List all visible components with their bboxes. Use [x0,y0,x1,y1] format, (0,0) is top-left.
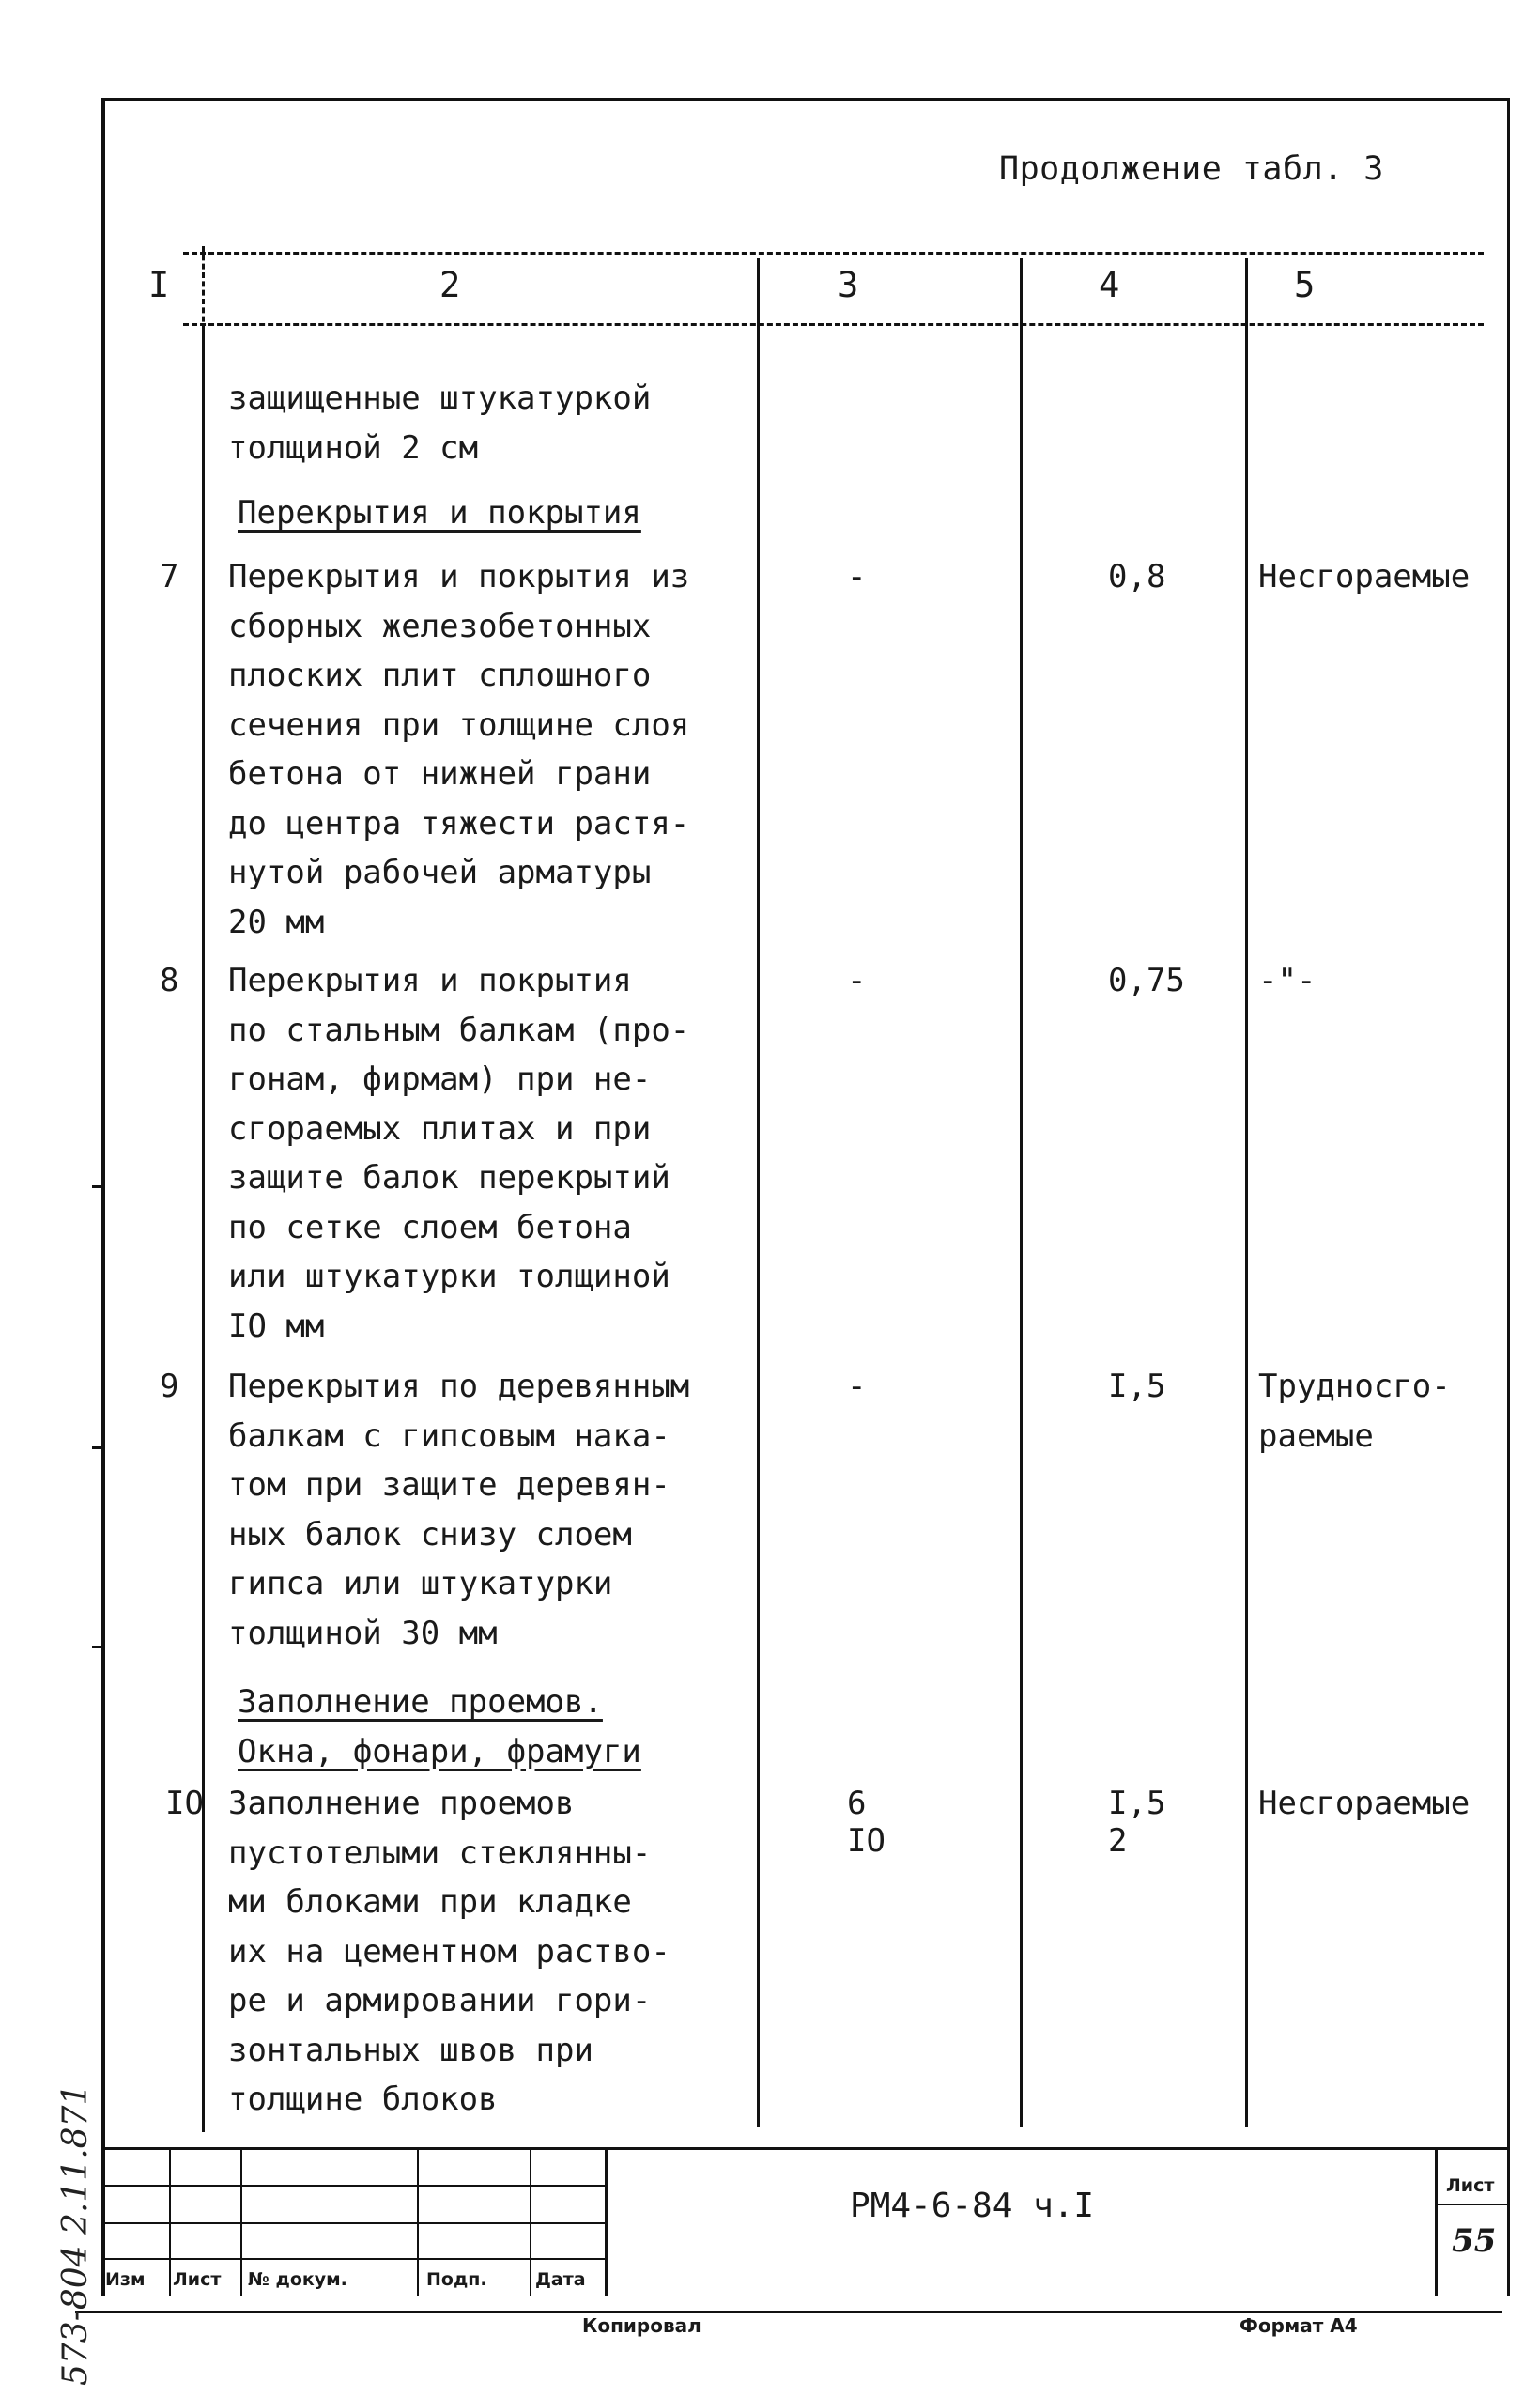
description-line: до центра тяжести растя- [228,804,690,843]
col3-value: - [847,558,867,595]
header-bottom-rule [183,323,1484,326]
section-heading: Окна, фонари, фрамуги [238,1732,641,1771]
description-line: толщине блоков [228,2080,498,2118]
col-header-4: 4 [1099,265,1120,305]
col-sep-1 [202,329,205,2132]
description-line: зонтальных швов при [228,2031,593,2069]
footer-rule [75,2311,1502,2313]
margin-inventory-note: 573-804 2.11.871 [56,2083,95,2386]
description-line: сборных железобетонных [228,607,652,645]
description-line: сечения при толщине слоя [228,705,690,744]
margin-tick [92,1646,105,1648]
description-line: ре и армировании гори- [228,1982,652,2019]
margin-tick [92,1185,105,1188]
col-sep-2 [757,258,760,2127]
col4-value: I,5 [1108,1785,1166,1822]
description-line: ми блоками при кладке [228,1883,632,1921]
description-line: Перекрытия по деревянным [228,1368,690,1405]
description-line: том при защите деревян- [228,1466,670,1504]
description-line: гипса или штукатурки [228,1565,613,1602]
margin-tick [92,1446,105,1449]
description-line: их на цементном раство- [228,1932,670,1971]
description-line: по стальным балкам (про- [228,1011,690,1049]
col-sep-1-head [202,246,205,331]
col4-value: 0,8 [1108,558,1166,595]
col5-value: -"- [1258,962,1317,999]
row-number: 9 [160,1368,179,1405]
description-line: толщиной 2 см [228,428,479,467]
col4-value: 2 [1108,1822,1128,1860]
description-line: защите балок перекрытий [228,1159,670,1197]
format-label: Формат А4 [1240,2314,1358,2337]
header-top-rule [183,252,1484,255]
col5-value: Несгораемые [1258,1785,1471,1822]
col5-value: Трудносго- [1258,1368,1451,1405]
stamp-label-docnum: № докум. [248,2269,347,2290]
col3-value: - [847,962,867,999]
col4-value: I,5 [1108,1368,1166,1405]
section-heading: Перекрытия и покрытия [238,494,641,532]
col4-value: 0,75 [1108,962,1185,999]
row-number: 8 [160,962,179,999]
col3-value: - [847,1368,867,1405]
stamp-label-sign: Подп. [426,2269,487,2290]
description-line: бетона от нижней грани [228,755,652,793]
description-line: Заполнение проемов [228,1785,575,1822]
description-line: плоских плит сплошного [228,657,652,694]
stamp-label-date: Дата [535,2269,586,2290]
description-line: по сетке слоем бетона [228,1208,632,1246]
col5-value: Несгораемые [1258,558,1471,595]
description-line: защищенные штукатуркой [228,379,652,417]
col-sep-4 [1245,258,1248,2127]
col-sep-3 [1020,258,1023,2127]
row-number: IO [165,1785,204,1822]
copied-label: Копировал [582,2314,701,2337]
description-line: толщиной 30 мм [228,1614,498,1652]
description-line: Перекрытия и покрытия из [228,558,690,595]
sheet-number: 55 [1452,2222,1497,2260]
description-line: сгораемых плитах и при [228,1109,652,1148]
stamp-label-sheet: Лист [173,2269,222,2290]
description-line: IO мм [228,1307,325,1345]
sheet-label: Лист [1446,2175,1495,2196]
description-line: пустотелыми стеклянны- [228,1833,652,1872]
description-line: Перекрытия и покрытия [228,962,632,999]
row-number: 7 [160,558,179,595]
col-header-3: 3 [838,265,859,305]
col3-value: 6 [847,1785,867,1822]
col-header-5: 5 [1294,265,1316,305]
col3-value: IO [847,1822,886,1860]
col5-value: раемые [1258,1416,1374,1455]
description-line: нутой рабочей арматуры [228,854,652,891]
stamp-label-change: Изм [105,2269,146,2290]
section-heading: Заполнение проемов. [238,1683,603,1721]
description-line: балкам с гипсовым нака- [228,1416,670,1455]
continuation-heading: Продолжение табл. 3 [999,150,1384,188]
document-number: РМ4-6-84 ч.I [850,2187,1095,2225]
col-header-2: 2 [439,265,461,305]
description-line: ных балок снизу слоем [228,1515,632,1554]
description-line: 20 мм [228,903,325,941]
col-header-1: I [148,265,170,305]
description-line: гонам, фирмам) при не- [228,1060,652,1098]
description-line: или штукатурки толщиной [228,1258,670,1295]
